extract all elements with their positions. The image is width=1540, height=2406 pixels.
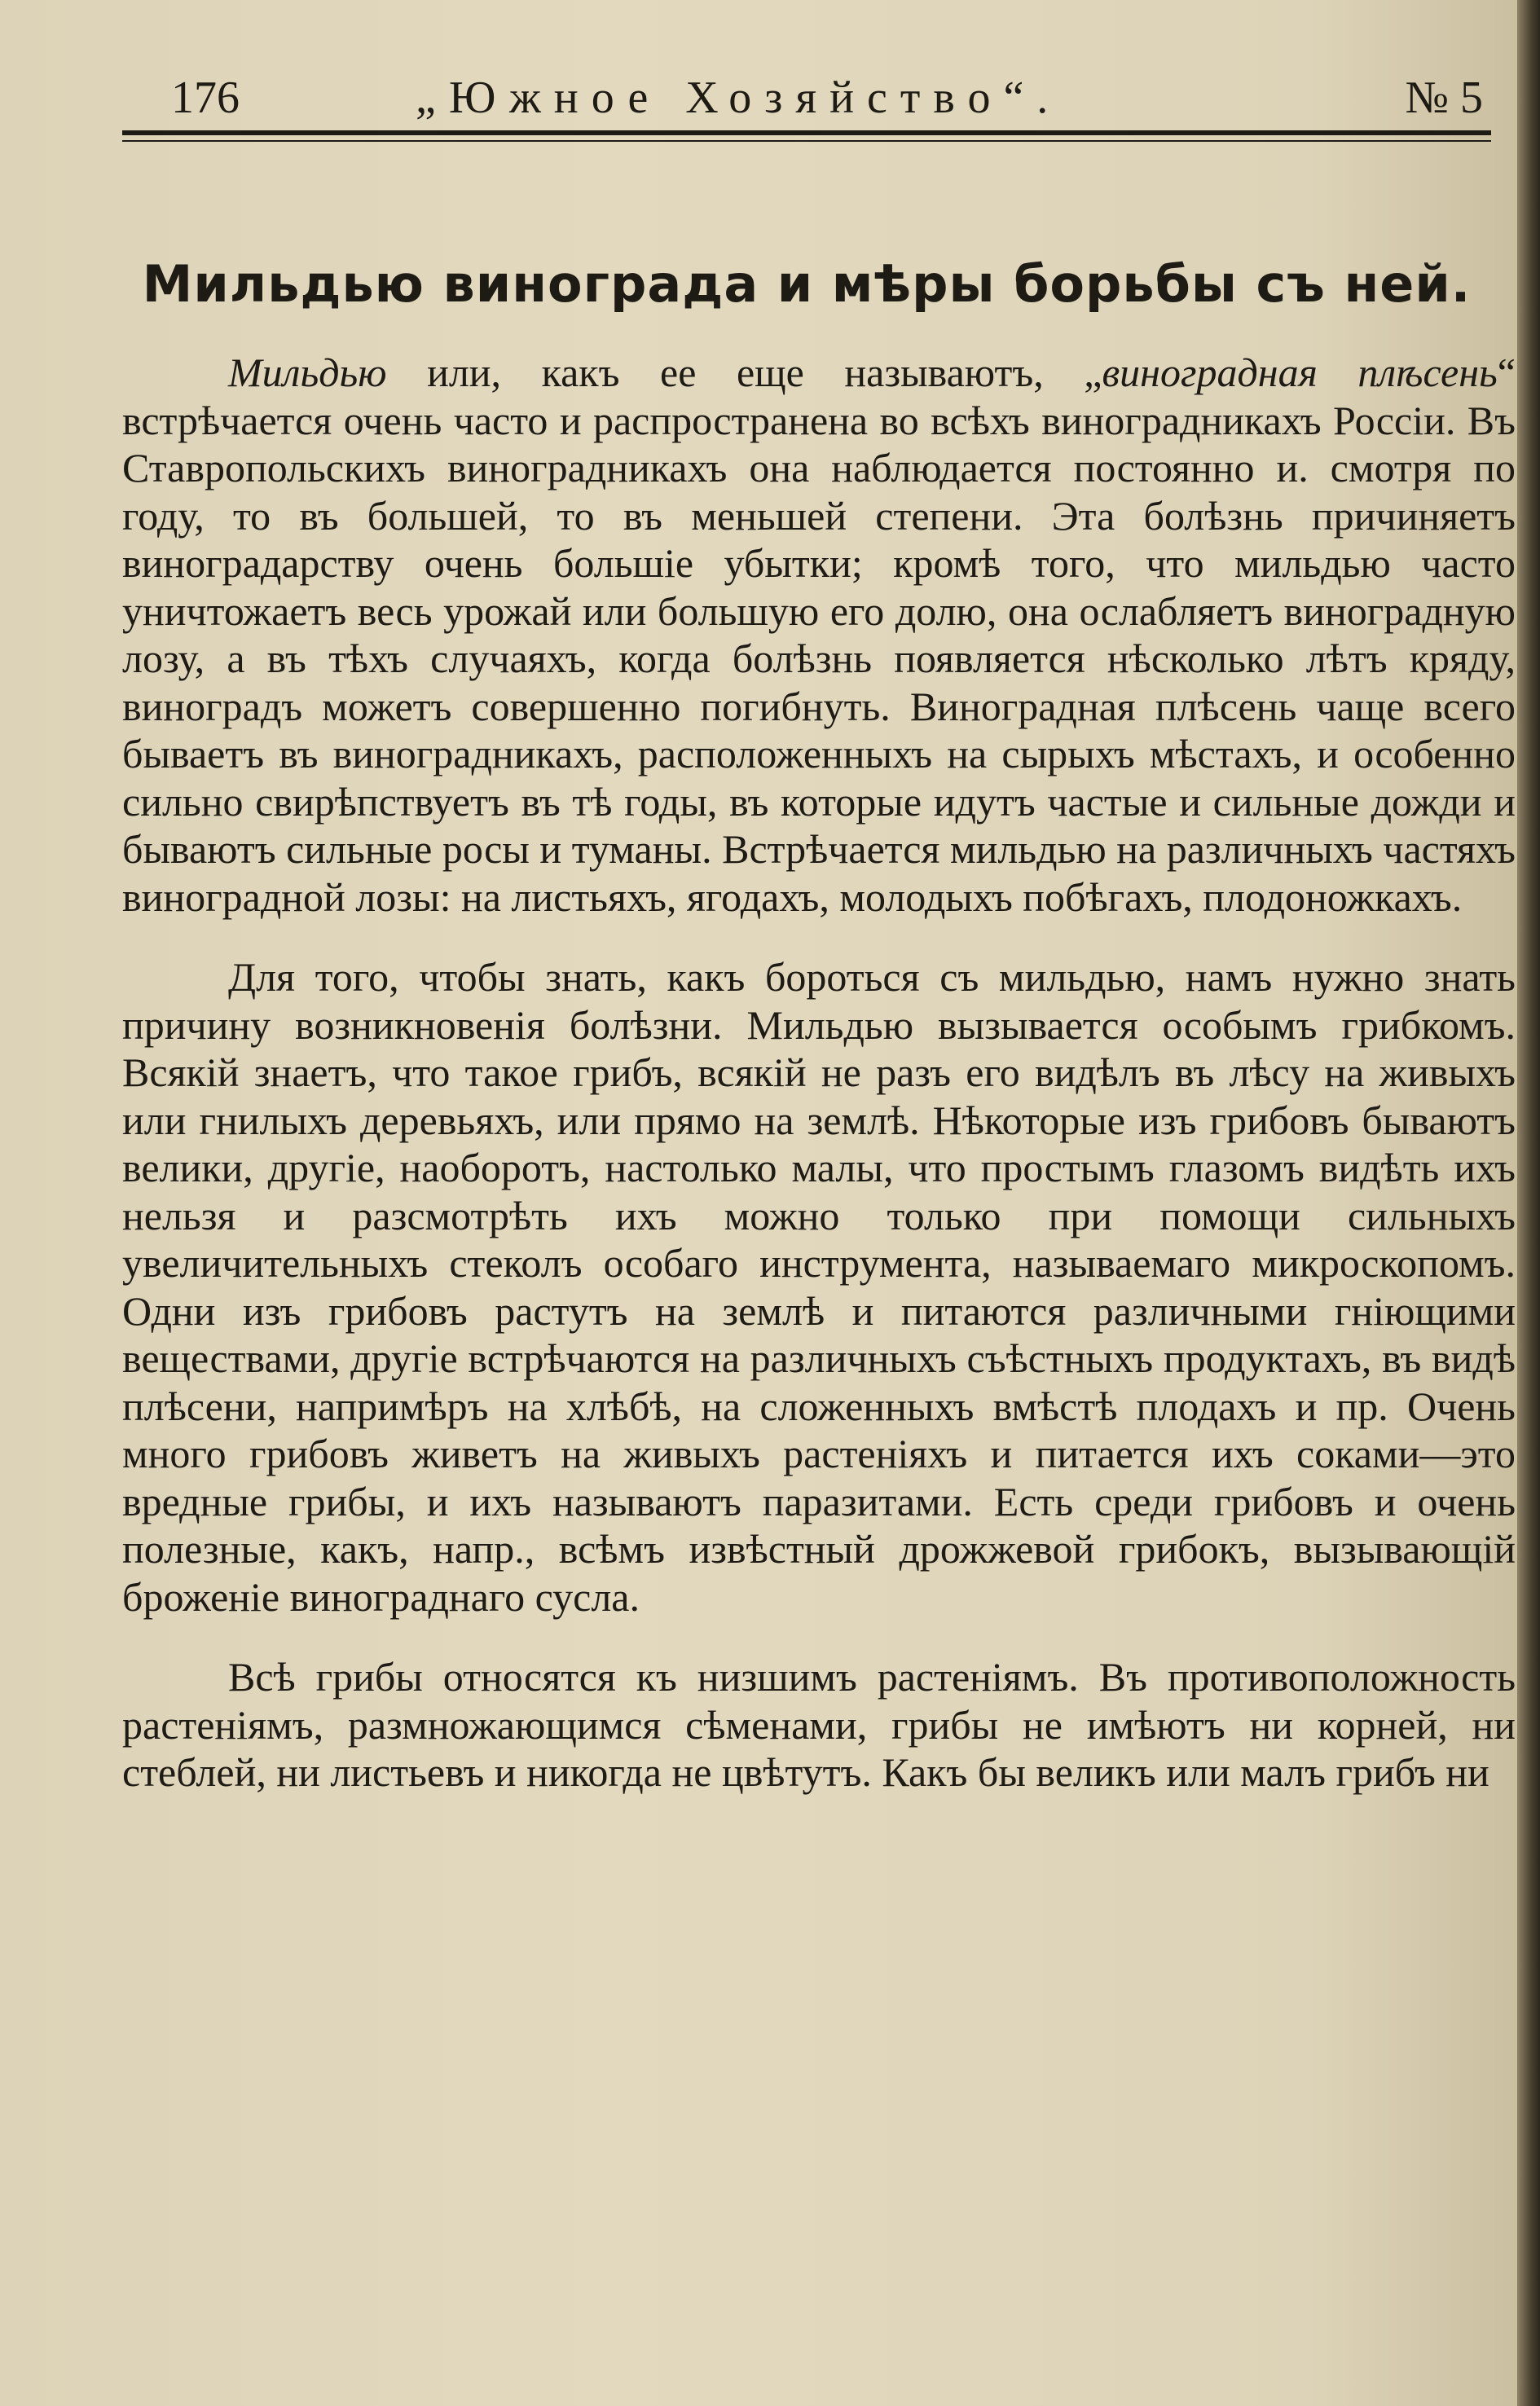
paragraph-2: Для того, чтобы знать, какъ бороться съ мильдью, намъ нужно знать причину возникновенія болѣзни. Мильдью вызывается особымъ грибкомъ. Всякій знаетъ, что такое грибъ, всякій не разъ его видѣлъ въ лѣсу на живыхъ или гнилыхъ деревьяхъ, или прямо на землѣ. Нѣкоторые изъ грибовъ бываютъ велики, другіе, наоборотъ, настолько малы, что простымъ глазомъ видѣть ихъ нельзя и разсмотрѣть ихъ можно только при помощи сильныхъ увеличительныхъ стеколъ особаго инструмента, называемаго микроскопомъ. Одни изъ грибовъ растутъ на землѣ и питаются различными гніющими веществами, другіе встрѣчаются на различныхъ съѣстныхъ продуктахъ, въ видѣ плѣсени, напримѣръ на хлѣбѣ, на сложенныхъ вмѣстѣ плодахъ и пр. Очень много грибовъ живетъ на живыхъ растеніяхъ и питается ихъ соками—это вредные грибы, и ихъ называютъ паразитами. Есть среди грибовъ и очень полезные, какъ, напр., всѣмъ извѣстный дрожжевой грибокъ, вызывающій броженіе винограднаго сусла.: [122, 954, 1516, 1620]
journal-title: „Южное Хозяйство“.: [416, 73, 1062, 123]
issue-number: № 5: [1405, 73, 1483, 123]
book-spine-shadow: [1517, 0, 1540, 2406]
paragraph-1: [122, 349, 1516, 921]
header-rule-thin: [122, 140, 1491, 142]
lead-term: Мильдью: [228, 350, 387, 395]
page-number: 176: [171, 73, 240, 123]
article-body: [122, 349, 1516, 1829]
article-title: Мильдью винограда и мѣры борьбы съ ней.: [142, 254, 1472, 314]
paragraph-1-text-a: или, какъ ее еще называютъ, „: [386, 350, 1102, 395]
italic-disease-name: виноградная плѣсень: [1102, 350, 1498, 395]
paragraph-1-text-b: “ встрѣчается очень часто и распространена во всѣхъ виноградникахъ Россіи. Въ Ставропольскихъ виноградникахъ она наблюдается постоянно и. смотря по году, то въ большей, то въ меньшей степени. Эта болѣзнь причиняетъ виноградарству очень большіе убытки; кромѣ того, что мильдью часто уничтожаетъ весь урожай или большую его долю, она ослабляетъ виноградную лозу, а въ тѣхъ случаяхъ, когда болѣзнь появляется нѣсколько лѣтъ кряду, виноградъ можетъ совершенно погибнуть. Виноградная плѣсень чаще всего бываетъ въ виноградникахъ, расположенныхъ на сырыхъ мѣстахъ, и особенно сильно свирѣпствуетъ въ тѣ годы, въ которые идутъ частые и сильные дожди и бываютъ сильные росы и туманы. Встрѣчается мильдью на различныхъ частяхъ виноградной лозы: на листьяхъ, ягодахъ, молодыхъ побѣгахъ, плодоножкахъ.: [122, 350, 1516, 920]
header-rule-thick: [122, 130, 1491, 135]
paragraph-3: Всѣ грибы относятся къ низшимъ растеніямъ. Въ противоположность растеніямъ, размножающимся сѣменами, грибы не имѣютъ ни корней, ни стеблей, ни листьевъ и никогда не цвѣтутъ. Какъ бы великъ или малъ грибъ ни: [122, 1654, 1516, 1795]
page-header: [122, 72, 1491, 137]
